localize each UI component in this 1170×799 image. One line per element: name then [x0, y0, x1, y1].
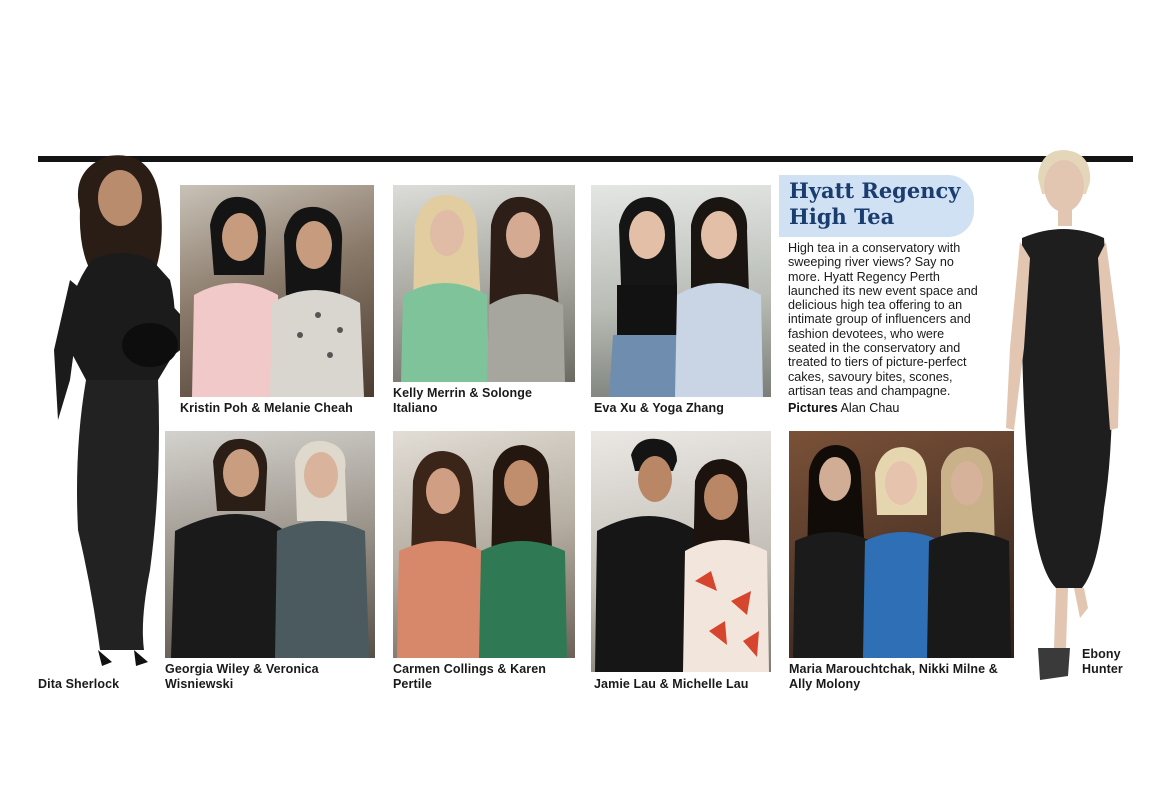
top-rule — [38, 156, 1133, 162]
photo-4 — [165, 431, 375, 658]
feature-title: Hyatt Regency High Tea — [789, 178, 961, 229]
photo-7 — [789, 431, 1014, 658]
photo-7-figures — [789, 431, 1014, 658]
photo-4-figures — [165, 431, 375, 658]
photo-1 — [180, 185, 374, 397]
photo-1-figures — [180, 185, 374, 397]
credit-name: Alan Chau — [840, 401, 900, 415]
photo-3 — [591, 185, 771, 397]
photo-6-caption: Jamie Lau & Michelle Lau — [594, 677, 749, 691]
photo-2-caption: Kelly Merrin & Solonge Italiano — [393, 386, 533, 415]
photo-3-caption: Eva Xu & Yoga Zhang — [594, 401, 724, 415]
photo-1-caption: Kristin Poh & Melanie Cheah — [180, 401, 353, 415]
photo-4-caption: Georgia Wiley & Veronica Wisniewski — [165, 662, 319, 691]
cutout-right-caption: Ebony Hunter — [1082, 647, 1123, 676]
cutout-figure-right — [1000, 148, 1128, 688]
credit-label: Pictures — [788, 401, 838, 415]
photo-2-figures — [393, 185, 575, 382]
cutout-photo-right — [1000, 148, 1128, 688]
photo-2 — [393, 185, 575, 382]
photo-3-figures — [591, 185, 771, 397]
photo-7-caption: Maria Marouchtchak, Nikki Milne & Ally Molony — [789, 662, 998, 691]
photo-5 — [393, 431, 575, 658]
photo-6-figures — [591, 431, 771, 672]
photo-6 — [591, 431, 771, 672]
photo-credit — [788, 401, 899, 416]
cutout-left-caption: Dita Sherlock — [38, 677, 120, 691]
photo-5-figures — [393, 431, 575, 658]
photo-5-caption: Carmen Collings & Karen Pertile — [393, 662, 547, 691]
feature-body: High tea in a conservatory with sweeping river views? Say no more. Hyatt Regency Perth launched its new event space and delicious high tea offering to an intimate group of influencers and fashion devotees, who were seated in the conservatory and treated to tiers of picture-perfect cakes, savoury bites, scones, artisan teas and champagne. — [788, 241, 978, 398]
